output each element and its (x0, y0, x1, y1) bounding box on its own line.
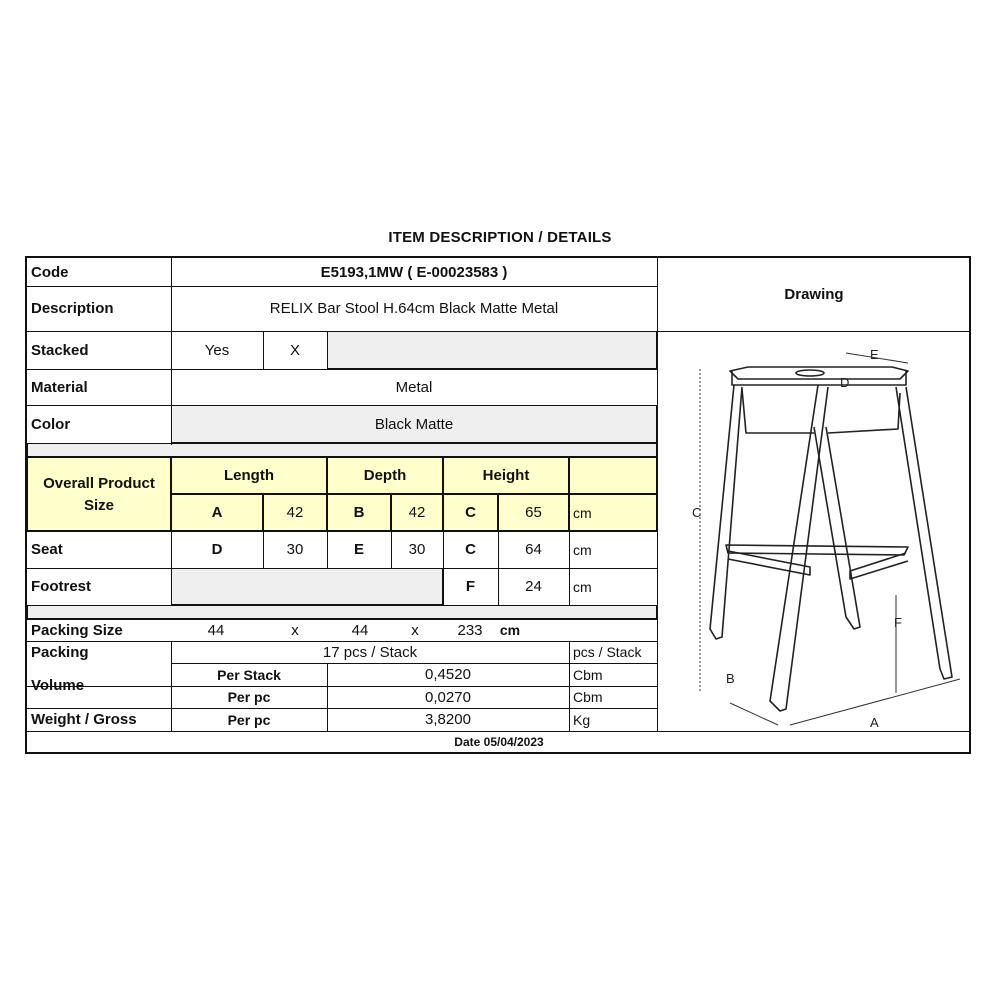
length-header: Length (224, 467, 274, 484)
footrest-label: Footrest (31, 578, 91, 595)
seat-c-value: 64 (525, 541, 542, 558)
overall-c-value: 65 (525, 504, 542, 521)
weight-unit: Kg (573, 711, 591, 728)
stacked-yes: Yes (204, 341, 230, 359)
overall-b-letter: B (353, 504, 365, 521)
material-label: Material (31, 378, 88, 396)
volume-per-pc-label: Per pc (227, 689, 271, 705)
seat-label: Seat (31, 541, 63, 558)
bar-stool-drawing (660, 333, 968, 729)
overall-b-value: 42 (408, 504, 426, 521)
leg-back-left (814, 427, 860, 629)
overall-label-line1: Overall Product (43, 474, 155, 492)
dim-label-a: A (870, 715, 879, 729)
dim-label-b: B (726, 671, 735, 686)
unit-header-cell (569, 457, 657, 494)
stacked-empty-cell (327, 331, 657, 369)
packing-label: Packing (31, 643, 89, 661)
stacked-label: Stacked (31, 341, 89, 359)
overall-c-letter: C (465, 504, 476, 521)
packing-value: 17 pcs / Stack (322, 643, 418, 661)
overall-unit: cm (573, 504, 592, 521)
color-value: Black Matte (374, 415, 454, 433)
packing-size-length: 44 (207, 621, 225, 639)
footrest-empty-cell (171, 568, 443, 605)
height-header: Height (482, 467, 530, 484)
packing-size-x2: x (411, 621, 419, 639)
packing-unit: pcs / Stack (573, 644, 642, 660)
footrest-bar-front (726, 545, 908, 555)
weight-per-pc-label: Per pc (227, 711, 271, 728)
seat-rim (732, 371, 906, 385)
weight-label: Weight / Gross (31, 711, 137, 728)
footrest-unit: cm (573, 578, 592, 595)
leg-front-right (770, 385, 828, 711)
code-value: E5193,1MW ( E-00023583 ) (320, 263, 508, 281)
drawing-label: Drawing (784, 286, 844, 303)
packing-size-x1: x (291, 621, 299, 639)
apron-right (828, 393, 900, 433)
depth-header: Depth (363, 467, 407, 484)
dim-label-e: E (870, 347, 879, 362)
footrest-bar-right (850, 553, 908, 579)
footrest-f-value: 24 (525, 578, 542, 595)
seat-e-letter: E (353, 541, 364, 558)
spacer-cell-2 (27, 605, 657, 619)
stacked-mark: X (289, 341, 300, 359)
color-label: Color (31, 415, 71, 433)
footrest-bar-side (728, 551, 810, 575)
volume-per-stack-unit: Cbm (573, 666, 603, 683)
footrest-f-letter: F (465, 578, 476, 595)
overall-a-value: 42 (286, 504, 304, 521)
seat-e-value: 30 (408, 541, 426, 558)
seat-unit: cm (573, 541, 592, 558)
description-value: RELIX Bar Stool H.64cm Black Matte Metal (269, 300, 559, 317)
packing-size-height: 233 (457, 621, 483, 639)
volume-per-stack-value: 0,4520 (425, 666, 471, 683)
packing-size-width: 44 (351, 621, 369, 639)
volume-label: Volume (31, 677, 85, 694)
volume-per-pc-unit: Cbm (573, 689, 603, 705)
volume-per-stack-label: Per Stack (217, 666, 281, 683)
description-label: Description (31, 300, 114, 317)
volume-per-pc-value: 0,0270 (425, 688, 471, 706)
leg-back-right (896, 387, 952, 679)
document-title: ITEM DESCRIPTION / DETAILS (388, 229, 612, 246)
seat-d-letter: D (211, 541, 223, 558)
dim-label-f: F (894, 615, 902, 630)
seat-d-value: 30 (286, 541, 304, 558)
seat-handle-hole (796, 370, 824, 376)
seat-top (730, 367, 908, 379)
spacer-cell (27, 443, 657, 457)
packing-size-unit: cm (499, 622, 521, 638)
weight-value: 3,8200 (425, 711, 471, 728)
dim-label-c: C (692, 505, 702, 520)
overall-label-line2: Size (83, 496, 114, 514)
dim-label-d: D (840, 375, 850, 390)
code-label: Code (31, 263, 69, 281)
apron-left (742, 389, 814, 433)
date-stamp: Date 05/04/2023 (454, 734, 544, 749)
leg-front-left (710, 385, 742, 639)
overall-a-letter: A (211, 504, 223, 521)
material-value: Metal (395, 378, 433, 396)
packing-size-label: Packing Size (31, 621, 123, 639)
seat-c-letter: C (465, 541, 476, 558)
